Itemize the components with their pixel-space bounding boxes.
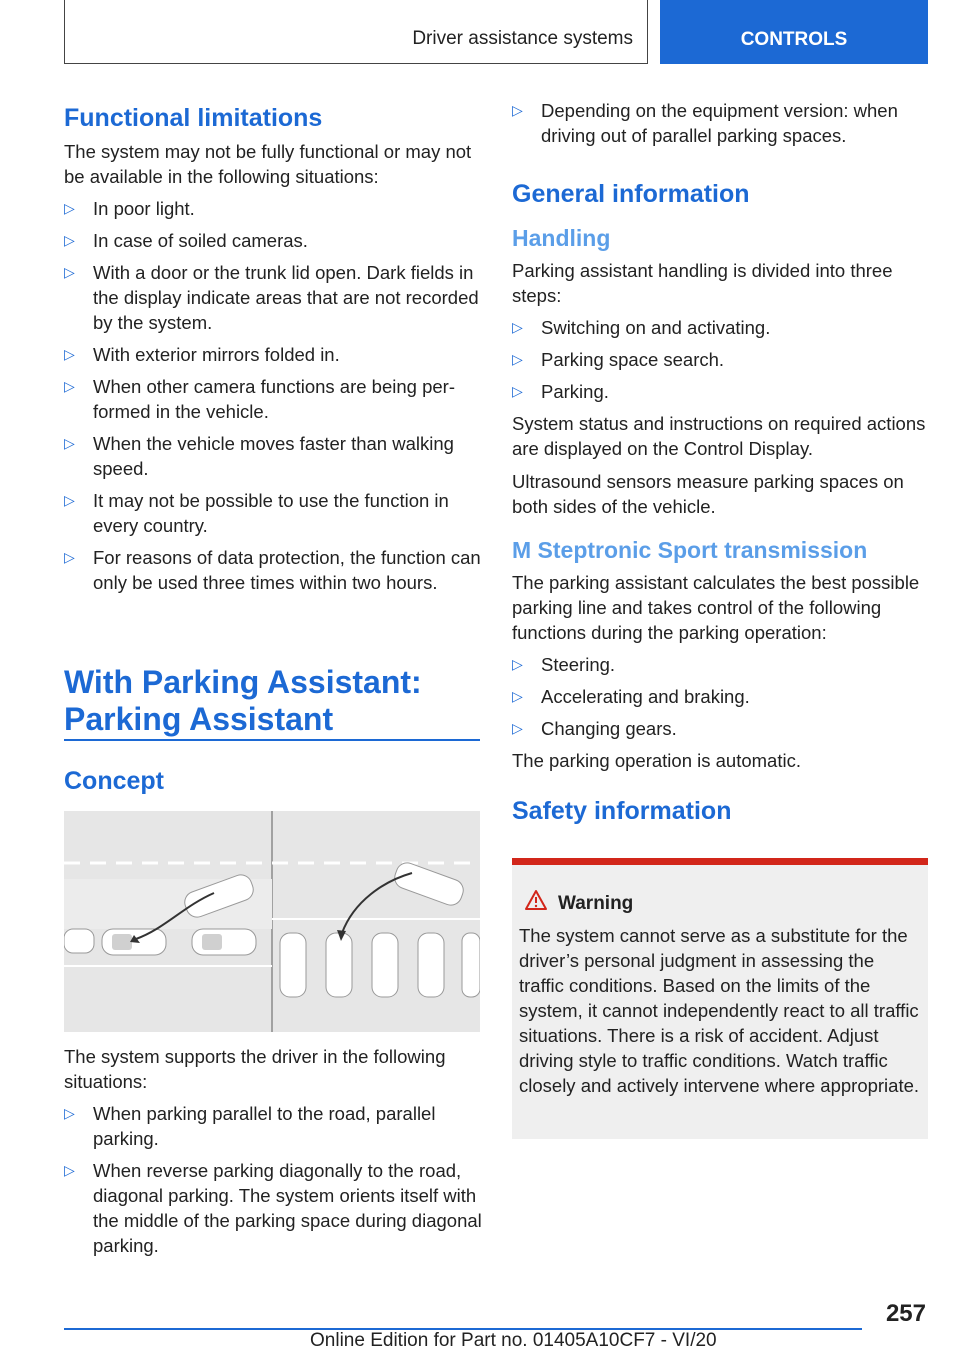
triangle-bullet-icon: ▷ <box>64 492 75 508</box>
triangle-bullet-icon: ▷ <box>64 1105 75 1121</box>
footer-edition-text: Online Edition for Part no. 01405A10CF7 - VI/20 <box>310 1330 717 1351</box>
continued-list <box>512 98 928 148</box>
list-item: ▷ With a door or the trunk lid open. Dark fields in the display indicate areas that are not recorded by the system. <box>64 262 479 333</box>
left-column-top <box>64 104 484 595</box>
concept-section <box>64 767 484 796</box>
triangle-bullet-icon: ▷ <box>64 1162 75 1178</box>
list-item: ▷ Parking space search. <box>512 349 725 370</box>
concept-intro: The system supports the driver in the following situations: <box>64 1046 446 1092</box>
concept-list <box>64 1101 484 1258</box>
list-item: ▷ Parking. <box>512 381 609 402</box>
triangle-bullet-icon: ▷ <box>64 264 75 280</box>
list-item: ▷ Accelerating and braking. <box>512 686 750 707</box>
triangle-bullet-icon: ▷ <box>512 720 523 736</box>
triangle-bullet-icon: ▷ <box>512 319 523 335</box>
parking-concept-illustration <box>64 811 480 1032</box>
triangle-bullet-icon: ▷ <box>512 102 523 118</box>
triangle-bullet-icon: ▷ <box>64 549 75 565</box>
handling-paragraph-1: System status and instructions on required actions are displayed on the Control Display. <box>512 413 926 459</box>
page-header <box>64 0 928 64</box>
right-column-top <box>512 98 928 148</box>
triangle-bullet-icon: ▷ <box>512 383 523 399</box>
list-item: ▷ Depending on the equipment version: when driving out of parallel parking spaces. <box>512 100 898 146</box>
handling-paragraph-2: Ultrasound sensors measure parking spaces on both sides of the vehicle. <box>512 471 904 517</box>
list-item: ▷ When reverse parking diagonally to the road, diagonal parking. The system orients itself with the middle of the parking space during diagonal parking. <box>64 1160 482 1256</box>
triangle-bullet-icon: ▷ <box>64 346 75 362</box>
general-information-heading: General information <box>512 180 750 208</box>
header-section-title: Driver assistance systems <box>412 28 633 49</box>
warning-text: The system cannot serve as a substitute for the driver’s personal judgment in assessing the traffic conditions. Based on the limits of the system, it cannot independently react to all traffic situations. There is a risk of accident. Adjust driving style to traffic conditions. Watch traffic closely and actively intervene where appropriate. <box>519 925 920 1096</box>
handling-intro: Parking assistant handling is divided into three steps: <box>512 260 893 306</box>
triangle-bullet-icon: ▷ <box>64 378 75 394</box>
list-item: ▷ Changing gears. <box>512 718 677 739</box>
handling-heading: Handling <box>512 225 611 251</box>
list-item: ▷ Steering. <box>512 654 616 675</box>
functional-limitations-heading: Functional limitations <box>64 104 323 132</box>
m-steptronic-paragraph: The parking operation is automatic. <box>512 750 801 771</box>
list-item: ▷ In case of soiled cameras. <box>64 230 308 251</box>
left-column-main <box>64 664 484 738</box>
warning-triangle-icon <box>524 889 548 911</box>
m-steptronic-list <box>512 652 928 741</box>
concept-body <box>64 1044 484 1258</box>
triangle-bullet-icon: ▷ <box>512 351 523 367</box>
triangle-bullet-icon: ▷ <box>512 688 523 704</box>
header-tab[interactable] <box>660 0 928 64</box>
list-item: ▷ Switching on and activating. <box>512 317 771 338</box>
list-item: ▷ In poor light. <box>64 198 195 219</box>
triangle-bullet-icon: ▷ <box>64 200 75 216</box>
safety-information-heading: Safety information <box>512 797 732 825</box>
handling-list <box>512 315 928 404</box>
header-tab-label: CONTROLS <box>740 29 848 50</box>
general-information-section <box>512 180 928 826</box>
concept-heading: Concept <box>64 767 164 795</box>
m-steptronic-intro: The parking assistant calculates the best possible parking line and takes control of the following functions during the parking operation: <box>512 572 920 643</box>
warning-box <box>512 858 928 1139</box>
triangle-bullet-icon: ▷ <box>64 232 75 248</box>
list-item: ▷ When the vehicle moves faster than walking speed. <box>64 433 454 479</box>
list-item: ▷ With exterior mirrors folded in. <box>64 344 340 365</box>
functional-limitations-list <box>64 196 484 595</box>
list-item: ▷ It may not be possible to use the function in every country. <box>64 490 449 536</box>
list-item: ▷ When parking parallel to the road, parallel parking. <box>64 1103 436 1149</box>
header-section-box <box>64 0 648 64</box>
triangle-bullet-icon: ▷ <box>512 656 523 672</box>
m-steptronic-heading: M Steptronic Sport transmission <box>512 537 868 563</box>
functional-limitations-intro: The system may not be fully functional or may not be available in the following situations: <box>64 141 472 187</box>
triangle-bullet-icon: ▷ <box>64 435 75 451</box>
heading-divider <box>64 739 480 741</box>
page-number: 257 <box>885 1300 926 1327</box>
list-item: ▷ For reasons of data protection, the function can only be used three times within two hours. <box>64 547 481 593</box>
main-section-heading: With Parking Assistant: Parking Assistant <box>64 664 422 737</box>
list-item: ▷ When other camera functions are being performed in the vehicle. <box>64 376 455 422</box>
warning-title: Warning <box>558 893 634 914</box>
